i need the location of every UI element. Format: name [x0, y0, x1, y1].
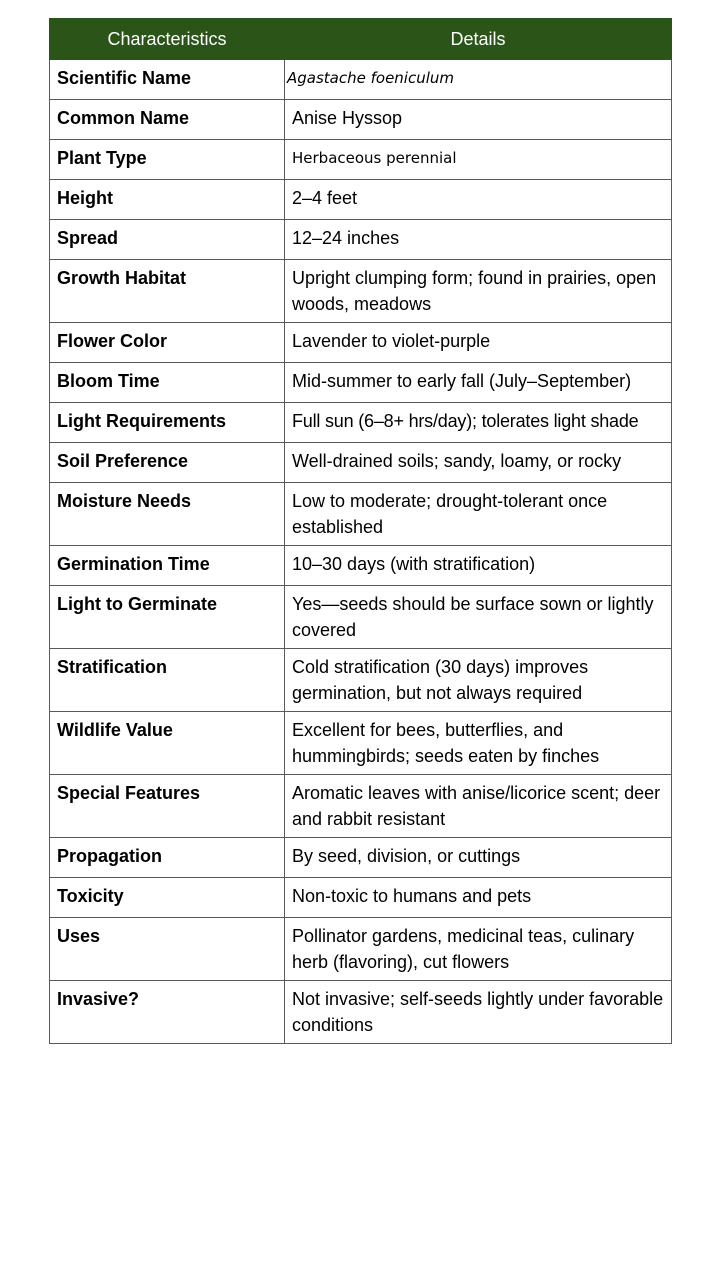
table-row: [50, 981, 672, 1044]
table-row: [50, 649, 672, 712]
row-key: Stratification: [50, 649, 285, 712]
row-value: Mid-summer to early fall (July–September): [285, 363, 672, 403]
row-key: Moisture Needs: [50, 483, 285, 546]
row-key: Plant Type: [50, 140, 285, 180]
table-row: [50, 323, 672, 363]
row-value: Low to moderate; drought-tolerant once established: [285, 483, 672, 546]
row-key: Flower Color: [50, 323, 285, 363]
row-value: Non-toxic to humans and pets: [285, 878, 672, 918]
characteristics-table: [49, 18, 672, 1044]
row-value: 12–24 inches: [285, 220, 672, 260]
table-row: [50, 775, 672, 838]
table-header: [50, 19, 672, 60]
row-value: 2–4 feet: [285, 180, 672, 220]
row-value: Cold stratification (30 days) improves germination, but not always required: [285, 649, 672, 712]
row-key: Height: [50, 180, 285, 220]
row-value: By seed, division, or cuttings: [285, 838, 672, 878]
table-row: [50, 918, 672, 981]
row-key: Soil Preference: [50, 443, 285, 483]
table-row: [50, 403, 672, 443]
row-value: 10–30 days (with stratification): [285, 546, 672, 586]
row-key: Growth Habitat: [50, 260, 285, 323]
characteristics-table-container: [49, 18, 671, 1044]
row-value: Lavender to violet-purple: [285, 323, 672, 363]
header-characteristics: Characteristics: [50, 19, 285, 60]
table-row: [50, 878, 672, 918]
table-row: [50, 260, 672, 323]
row-key: Spread: [50, 220, 285, 260]
table-body: [50, 60, 672, 1044]
row-value: Excellent for bees, butterflies, and hummingbirds; seeds eaten by finches: [285, 712, 672, 775]
table-row: [50, 180, 672, 220]
table-row: [50, 443, 672, 483]
row-key: Light to Germinate: [50, 586, 285, 649]
row-value: Well-drained soils; sandy, loamy, or rocky: [285, 443, 672, 483]
table-row: [50, 546, 672, 586]
row-key: Scientific Name: [50, 60, 285, 100]
table-row: [50, 100, 672, 140]
row-key: Propagation: [50, 838, 285, 878]
row-value: Upright clumping form; found in prairies, open woods, meadows: [285, 260, 672, 323]
table-row: [50, 586, 672, 649]
row-key: Wildlife Value: [50, 712, 285, 775]
table-row: [50, 140, 672, 180]
row-key: Special Features: [50, 775, 285, 838]
table-row: [50, 838, 672, 878]
table-row: [50, 220, 672, 260]
row-key: Invasive?: [50, 981, 285, 1044]
row-value: Aromatic leaves with anise/licorice scent; deer and rabbit resistant: [285, 775, 672, 838]
row-value: Not invasive; self-seeds lightly under favorable conditions: [285, 981, 672, 1044]
table-row: [50, 712, 672, 775]
row-value: Yes—seeds should be surface sown or lightly covered: [285, 586, 672, 649]
row-key: Toxicity: [50, 878, 285, 918]
row-key: Uses: [50, 918, 285, 981]
table-row: [50, 483, 672, 546]
row-value: Herbaceous perennial: [285, 140, 672, 180]
row-value: Agastache foeniculum: [285, 60, 672, 100]
table-row: [50, 363, 672, 403]
row-value: Anise Hyssop: [285, 100, 672, 140]
row-value: Full sun (6–8+ hrs/day); tolerates light shade: [285, 403, 672, 443]
row-key: Common Name: [50, 100, 285, 140]
row-key: Germination Time: [50, 546, 285, 586]
row-key: Bloom Time: [50, 363, 285, 403]
header-row: [50, 19, 672, 60]
row-value: Pollinator gardens, medicinal teas, culinary herb (flavoring), cut flowers: [285, 918, 672, 981]
header-details: Details: [285, 19, 672, 60]
row-key: Light Requirements: [50, 403, 285, 443]
table-row: [50, 60, 672, 100]
